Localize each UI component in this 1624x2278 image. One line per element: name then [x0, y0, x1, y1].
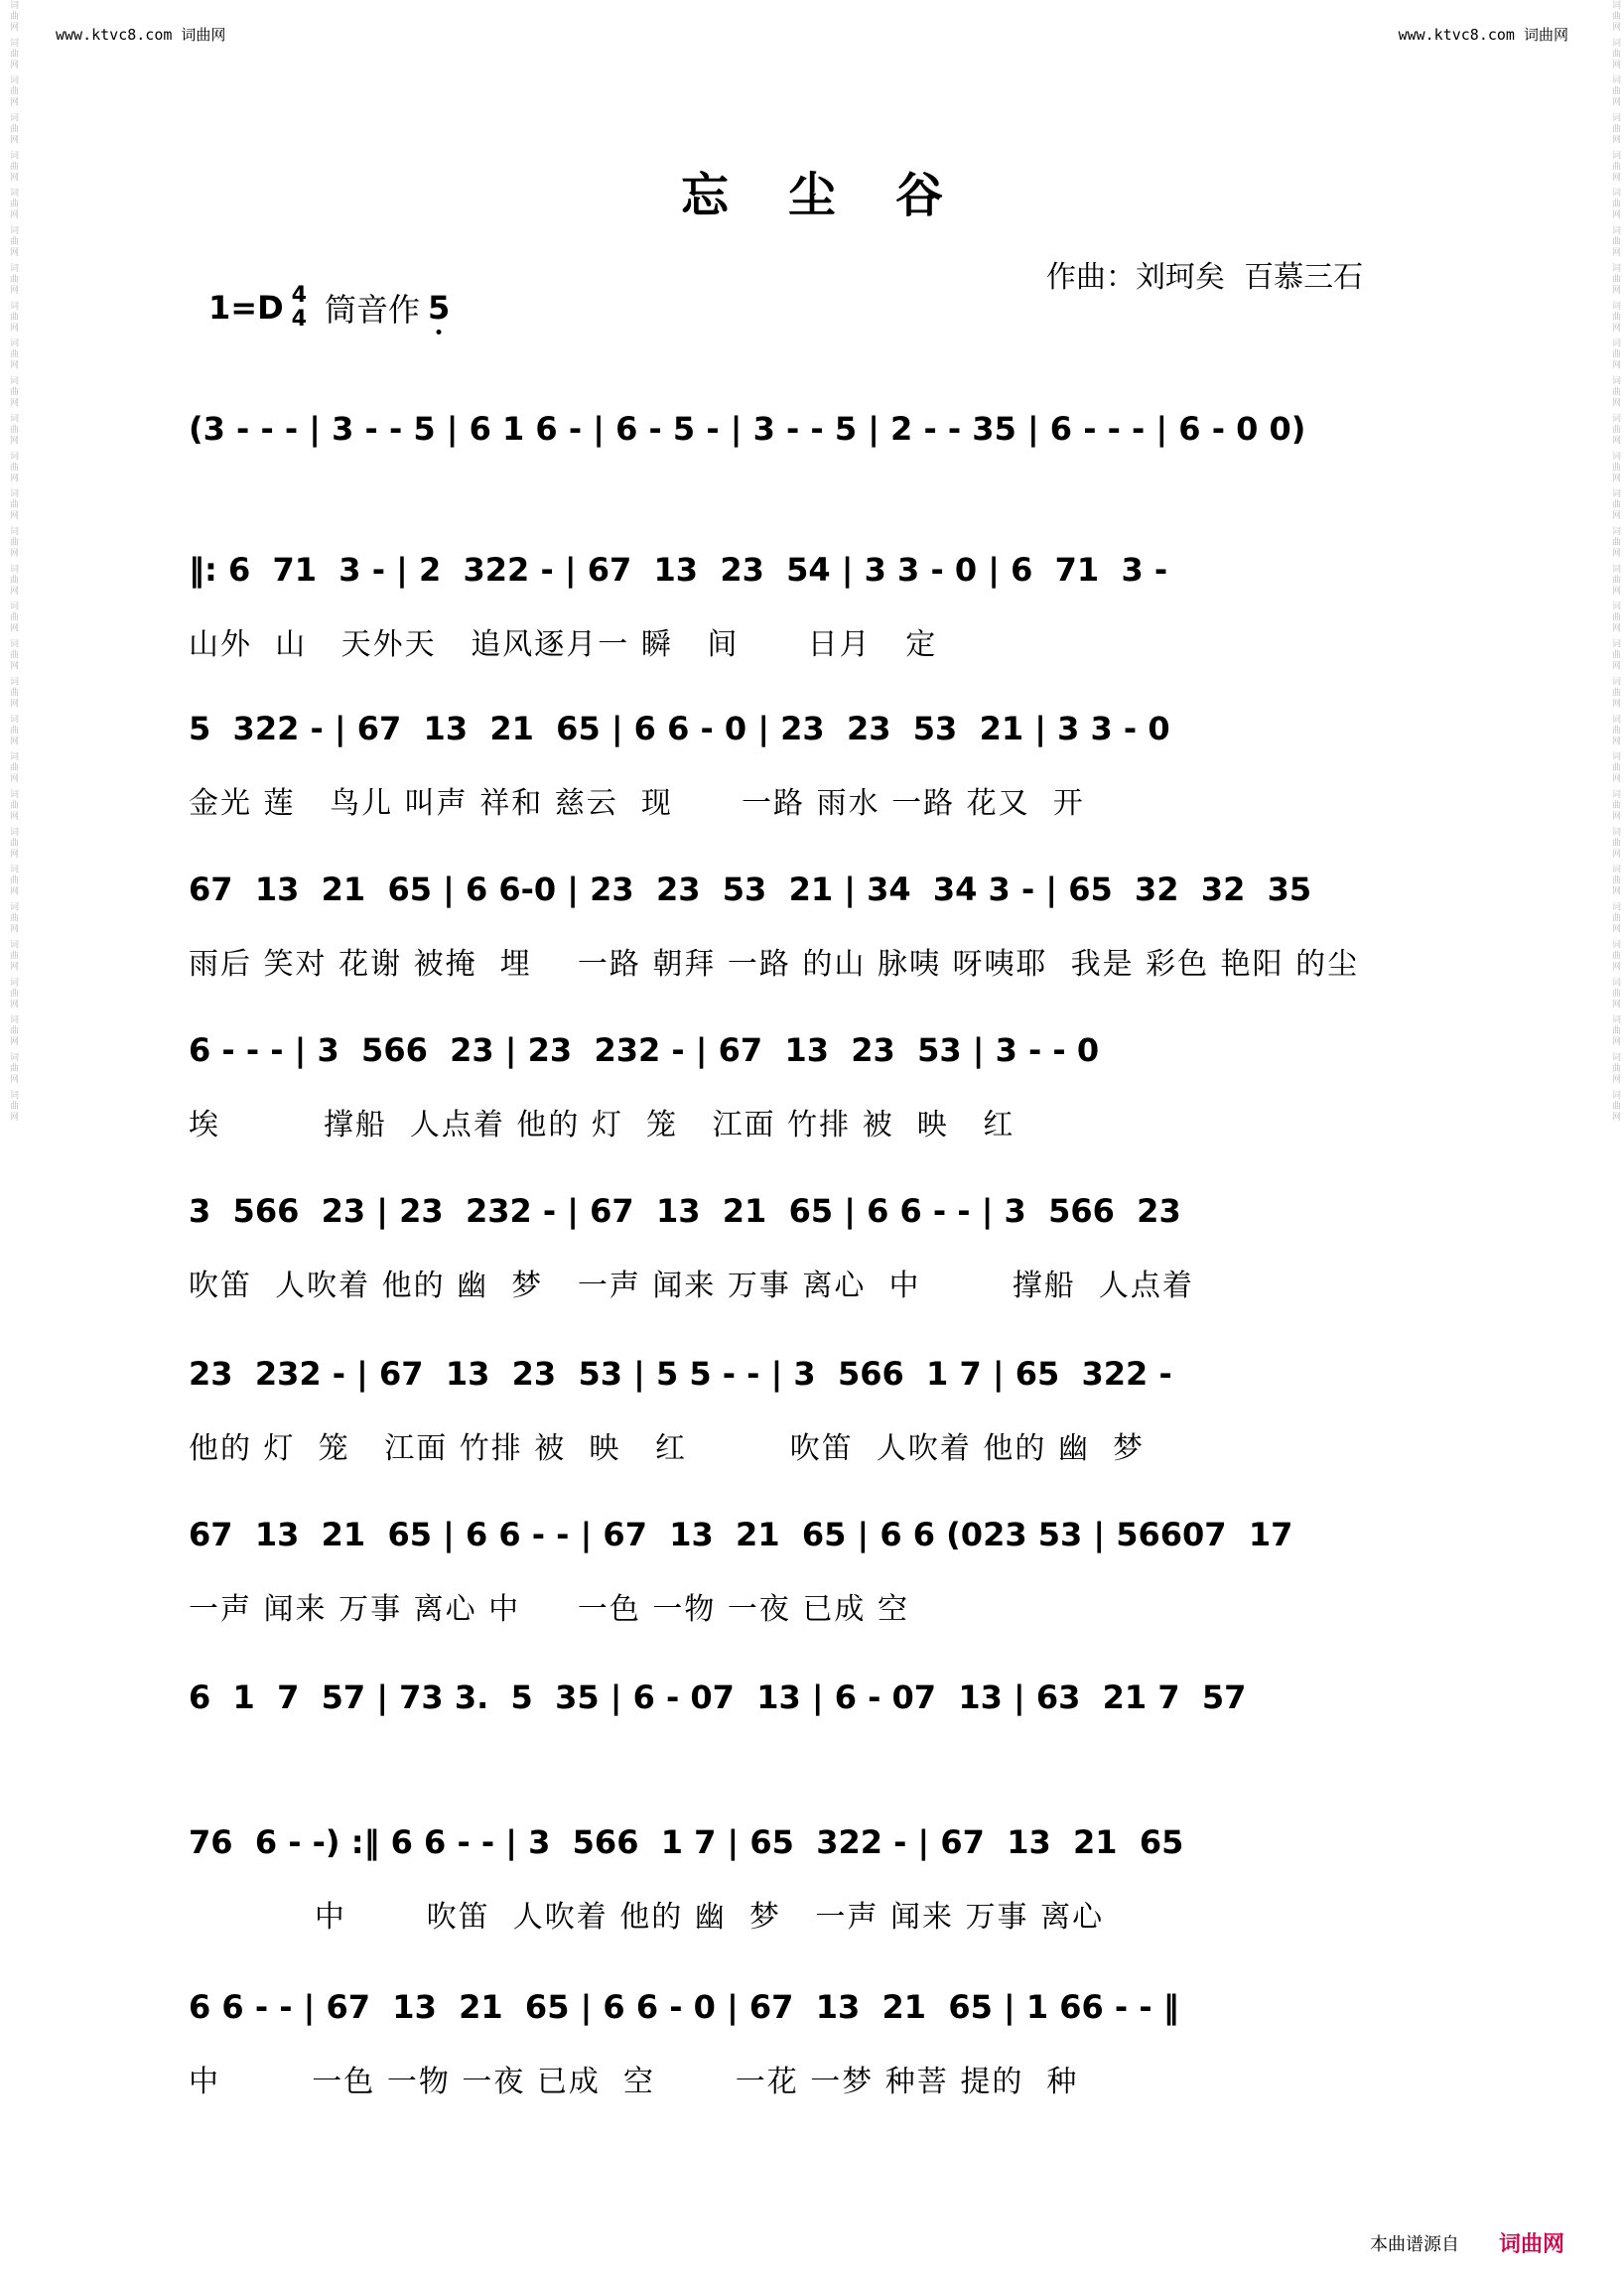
time-signature	[292, 284, 307, 332]
score-system	[189, 536, 1439, 662]
lyrics-line: 一声 闻来 万事 离心 中 一色 一物 一夜 已成 空	[189, 1592, 909, 1627]
notation-line	[189, 1664, 1439, 1731]
side-watermark-right: 词曲网 词曲网 词曲网 词曲网 词曲网 词曲网 词曲网 词曲网 词曲网 词曲网 词曲网 词曲网 词曲网 词曲网 词曲网 词曲网 词曲网 词曲网 词曲网 词曲网 词曲网 词曲网 词曲网 词曲网 词曲网 词曲网 词曲网 词曲网 词曲网 词曲网	[1610, 0, 1620, 1123]
time-numerator: 4	[291, 283, 307, 308]
song-title: 忘尘谷	[680, 168, 1003, 223]
score-system	[189, 1016, 1439, 1142]
notation-text: (3 - - - | 3 - - 5 | 6 1 6 - | 6 - 5 - | 3 - - 5 | 2 - - 35 | 6 - - - | 6 - 0 0)	[189, 410, 1306, 448]
notation-text: 6 6 - - | 67 13 21 65 | 6 6 - 0 | 67 13 21 65 | 1 66 - - ‖	[189, 1988, 1179, 2026]
notation-line	[189, 395, 1439, 463]
notation-text: 67 13 21 65 | 6 6 - - | 67 13 21 65 | 6 6 (023 53 | 56607 17	[189, 1516, 1293, 1553]
footer	[1370, 2227, 1564, 2258]
score-system	[189, 1809, 1439, 1935]
notation-text: 3 566 23 | 23 232 - | 67 13 21 65 | 6 6 - - | 3 566 23	[189, 1192, 1181, 1230]
notation-text: 23 232 - | 67 13 23 53 | 5 5 - - | 3 566 1 7 | 65 322 -	[189, 1355, 1172, 1393]
notation-text: 76 6 - -) :‖ 6 6 - - | 3 566 1 7 | 65 322 - | 67 13 21 65	[189, 1823, 1184, 1861]
lyrics-line: 吹笛 人吹着 他的 幽 梦 一声 闻来 万事 离心 中 撑船 人点着	[189, 1269, 1194, 1303]
notation-line	[189, 1501, 1439, 1568]
score-system	[189, 856, 1439, 982]
footer-source: 本曲谱源自	[1369, 2233, 1459, 2255]
notation-line	[189, 1809, 1439, 1876]
site-header-right: www.ktvc8.com 词曲网	[1398, 26, 1568, 44]
site-header-left: www.ktvc8.com 词曲网	[56, 26, 226, 44]
footer-brand: 词曲网	[1498, 2232, 1564, 2257]
key-tonic: 1=D	[208, 289, 284, 327]
notation-line	[189, 856, 1439, 923]
notation-line	[189, 1973, 1439, 2041]
score-system	[189, 1177, 1439, 1303]
score-system	[189, 1340, 1439, 1466]
lyrics-line: 埃 撑船 人点着 他的 灯 笼 江面 竹排 被 映 红	[189, 1108, 1015, 1142]
notation-line	[189, 536, 1439, 603]
lyrics-line: 中 一色 一物 一夜 已成 空 一花 一梦 种菩 提的 种	[189, 2065, 1079, 2099]
score-system	[189, 1973, 1439, 2099]
lyrics-line: 金光 莲 鸟儿 叫声 祥和 慈云 现 一路 雨水 一路 花又 开	[189, 786, 1085, 821]
notation-line	[189, 1177, 1439, 1245]
notation-text: 6 1 7 57 | 73 3. 5 35 | 6 - 07 13 | 6 - 07 13 | 63 21 7 57	[189, 1678, 1247, 1716]
notation-text: ‖: 6 71 3 - | 2 322 - | 67 13 23 54 | 3 3 - 0 | 6 71 3 -	[189, 551, 1168, 589]
time-denominator: 4	[291, 307, 307, 332]
notation-line	[189, 1340, 1439, 1407]
fingering-degree: 5	[427, 289, 451, 327]
score-system	[189, 395, 1439, 463]
composer-credit: 作曲：刘珂矣 百慕三石	[1046, 260, 1364, 295]
notation-text: 6 - - - | 3 566 23 | 23 232 - | 67 13 23 53 | 3 - - 0	[189, 1031, 1100, 1069]
notation-line	[189, 695, 1439, 762]
lyrics-line: 山外 山 天外天 追风逐月一 瞬 间 日月 定	[189, 627, 938, 662]
side-watermark-left: 词曲网 词曲网 词曲网 词曲网 词曲网 词曲网 词曲网 词曲网 词曲网 词曲网 词曲网 词曲网 词曲网 词曲网 词曲网 词曲网 词曲网 词曲网 词曲网 词曲网 词曲网 词曲网 词曲网 词曲网 词曲网 词曲网 词曲网 词曲网 词曲网 词曲网	[8, 0, 18, 1123]
score-system	[189, 695, 1439, 821]
key-signature	[208, 284, 450, 332]
notation-line	[189, 1016, 1439, 1084]
score-system	[189, 1501, 1439, 1627]
lyrics-line: 他的 灯 笼 江面 竹排 被 映 红 吹笛 人吹着 他的 幽 梦	[189, 1431, 1146, 1466]
lyrics-line: 雨后 笑对 花谢 被掩 埋 一路 朝拜 一路 的山 脉咦 呀咦耶 我是 彩色 艳阳 的尘	[189, 947, 1360, 982]
notation-text: 67 13 21 65 | 6 6-0 | 23 23 53 21 | 34 34 3 - | 65 32 32 35	[189, 871, 1312, 908]
fingering-note: 筒音作	[324, 291, 420, 329]
notation-text: 5 322 - | 67 13 21 65 | 6 6 - 0 | 23 23 53 21 | 3 3 - 0	[189, 710, 1170, 747]
lyrics-line: 中 吹笛 人吹着 他的 幽 梦 一声 闻来 万事 离心	[189, 1900, 1105, 1935]
score-system	[189, 1664, 1439, 1731]
